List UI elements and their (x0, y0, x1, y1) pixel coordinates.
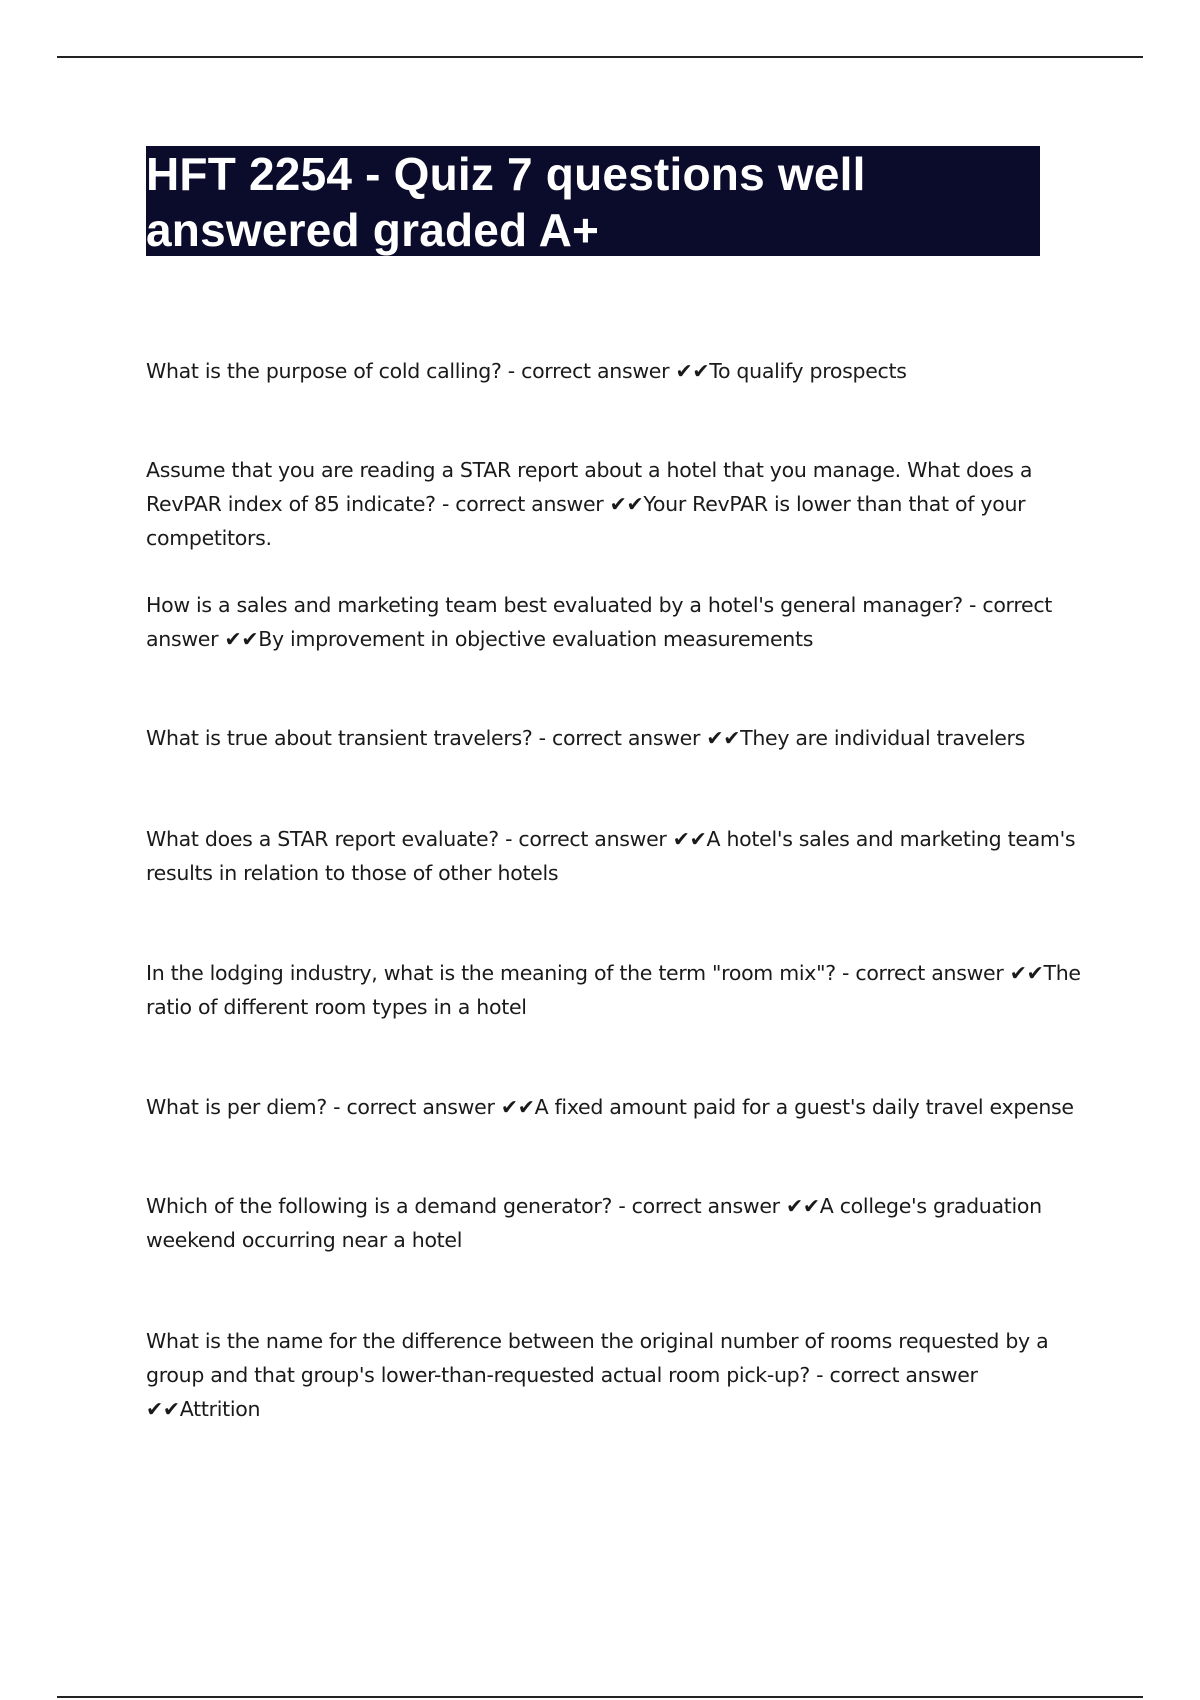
answer-text: They are individual travelers (740, 726, 1026, 750)
check-icon: ✔✔ (672, 827, 707, 851)
answer-marker: correct answer (146, 593, 1053, 651)
qa-item: Which of the following is a demand generator? - correct answer ✔✔A college's graduation weekend occurring near a hotel (146, 1194, 1042, 1252)
check-icon: ✔✔ (706, 726, 741, 750)
answer-marker: correct answer (521, 359, 670, 383)
answer-text: Attrition (179, 1397, 261, 1421)
answer-text: By improvement in objective evaluation measurements (258, 627, 814, 651)
qa-item: How is a sales and marketing team best evaluated by a hotel's general manager? - correct answer ✔✔By improvement in objective evaluation measurements (146, 593, 1053, 651)
qa-item: What is the name for the difference between the original number of rooms requested by a group and that group's lower-than-requested actual room pick-up? - correct answer ✔✔Attrition (146, 1329, 1049, 1421)
check-icon: ✔✔ (786, 1194, 820, 1218)
qa-item: What is per diem? - correct answer ✔✔A fixed amount paid for a guest's daily travel expense (146, 1095, 1074, 1119)
check-icon: ✔✔ (675, 359, 710, 383)
qa-item: What does a STAR report evaluate? - correct answer ✔✔A hotel's sales and marketing team's results in relation to those of other hotels (146, 827, 1076, 885)
question-text: What is the purpose of cold calling? (146, 359, 502, 383)
question-text: Assume that you are reading a STAR report about a hotel that you manage. What does a RevPAR index of 85 indicate? (146, 458, 1033, 516)
check-icon: ✔✔ (1009, 961, 1044, 985)
question-text: How is a sales and marketing team best evaluated by a hotel's general manager? (146, 593, 963, 617)
answer-marker: correct answer (855, 961, 1004, 985)
answer-marker: correct answer (455, 492, 604, 516)
check-icon: ✔✔ (500, 1095, 535, 1119)
qa-item: What is the purpose of cold calling? - correct answer ✔✔To qualify prospects (146, 359, 907, 383)
title-banner (146, 146, 1040, 256)
check-icon: ✔✔ (146, 1397, 180, 1421)
qa-item: Assume that you are reading a STAR report about a hotel that you manage. What does a RevPAR index of 85 indicate? - correct answer ✔✔Your RevPAR is lower than that of your competitors. (146, 458, 1033, 550)
question-text: What is the name for the difference between the original number of rooms requested by a group and that group's lower-than-requested actual room pick-up? (146, 1329, 1049, 1387)
answer-text: To qualify prospects (709, 359, 907, 383)
question-text: What does a STAR report evaluate? (146, 827, 499, 851)
answer-marker: correct answer (551, 726, 701, 750)
question-text: Which of the following is a demand generator? (146, 1194, 613, 1218)
qa-item: What is true about transient travelers? - correct answer ✔✔They are individual travelers (146, 726, 1026, 750)
check-icon: ✔✔ (609, 492, 644, 516)
answer-text: Your RevPAR is lower than that of your competitors. (146, 492, 1026, 550)
answer-marker: correct answer (631, 1194, 780, 1218)
answer-marker: correct answer (346, 1095, 495, 1119)
answer-text: A college's graduation weekend occurring near a hotel (146, 1194, 1042, 1252)
answer-text: A fixed amount paid for a guest's daily travel expense (534, 1095, 1074, 1119)
answer-marker: correct answer (518, 827, 667, 851)
qa-item: In the lodging industry, what is the meaning of the term "room mix"? - correct answer ✔✔The ratio of different room types in a hotel (146, 961, 1081, 1019)
question-text: What is per diem? (146, 1095, 327, 1119)
top-rule (57, 56, 1143, 58)
document-title: HFT 2254 - Quiz 7 questions well answered graded A+ (146, 148, 866, 256)
check-icon: ✔✔ (224, 627, 259, 651)
question-text: In the lodging industry, what is the meaning of the term "room mix"? (146, 961, 836, 985)
answer-text: The ratio of different room types in a hotel (146, 961, 1081, 1019)
answer-marker: correct answer (829, 1363, 978, 1387)
question-text: What is true about transient travelers? (146, 726, 533, 750)
bottom-rule (57, 1696, 1143, 1698)
answer-text: A hotel's sales and marketing team's results in relation to those of other hotels (146, 827, 1076, 885)
